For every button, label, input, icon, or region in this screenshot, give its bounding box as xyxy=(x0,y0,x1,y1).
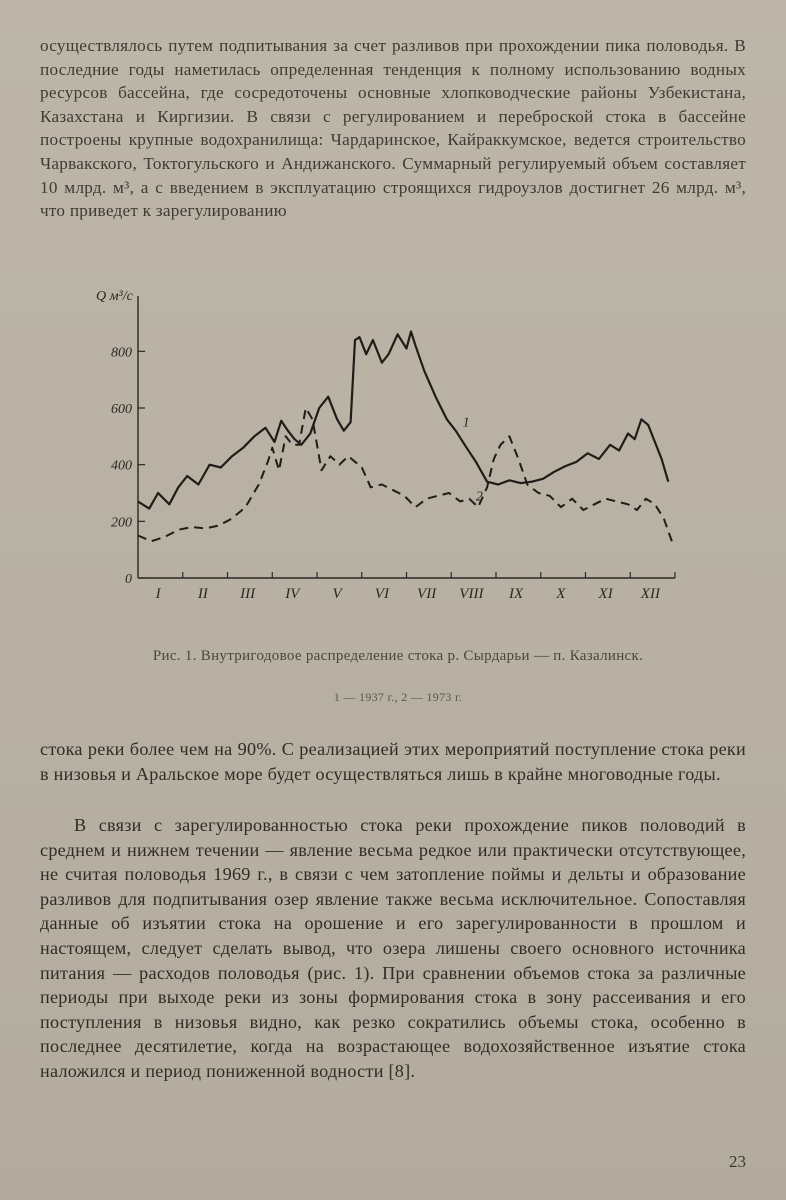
paragraph-bottom-1: стока реки более чем на 90%. С реализацией этих мероприятий поступление стока реки в низовья и Аральское море будет осуществляться лишь в крайне многоводные годы. xyxy=(40,739,746,784)
runoff-chart xyxy=(90,278,690,623)
y-tick-label: 0 xyxy=(125,572,132,587)
figure-caption: Рис. 1. Внутригодовое распределение стока р. Сырдарьи — п. Казалинск. xyxy=(152,648,644,664)
x-tick-label: II xyxy=(197,586,208,602)
y-tick-label: 200 xyxy=(111,515,132,531)
y-axis-label: Q м³/c xyxy=(96,289,133,304)
x-tick-label: V xyxy=(332,586,342,602)
x-tick-label: VII xyxy=(417,586,437,602)
series-line-2 xyxy=(138,408,673,544)
x-tick-label: VIII xyxy=(459,586,484,602)
x-tick-label: III xyxy=(240,586,256,602)
x-tick-label: X xyxy=(556,586,566,602)
x-tick-label: IV xyxy=(285,586,300,602)
x-tick-label: XI xyxy=(598,586,613,602)
series-label-2: 2 xyxy=(475,489,483,505)
y-tick-label: 600 xyxy=(111,402,132,417)
paragraph-top: осуществлялось путем подпитывания за счет разливов при прохождении пика половодья. В последние годы наметилась определенная тенденция к полному использованию водных ресурсов бассейна, где сосредоточены основные хлопководческие районы Узбекистана, Казахстана и Киргизии. В связи с регулированием и переброской стока в бассейне построены крупные водохранилища: Чардаринское, Кайраккумское, ведется строительство Чарвакского, Токтогульского и Андижанского. Суммарный регулируемый объем составляет 10 млрд. м³, а с введением в эксплуатацию строящихся гидроузлов достигнет 26 млрд. м³, что приведет к зарегулированию xyxy=(40,36,746,221)
series-line-1 xyxy=(138,332,668,509)
chart-ticks xyxy=(138,351,675,578)
y-tick-label: 800 xyxy=(111,345,132,361)
x-tick-label: I xyxy=(155,586,161,602)
x-tick-label: VI xyxy=(374,586,389,602)
y-tick-label: 400 xyxy=(111,458,132,474)
page-number: 23 xyxy=(729,1152,746,1171)
chart-labels xyxy=(96,289,661,602)
series-label-1: 1 xyxy=(462,415,470,431)
paragraph-bottom-2: В связи с зарегулированностью стока реки прохождение пиков половодий в среднем и нижнем течении — явление весьма редкое или практически отсутствующее, не считая половодья 1969 г., в связи с чем затопление поймы и дельты и образование разливов для подпитывания озер явление также весьма исключительное. Сопоставляя данные об изъятии стока на орошение и его зарегулированности в прошлом и настоящем, следует сделать вывод, что озера лишены своего основного источника питания — расходов половодья (рис. 1). При сравнении объемов стока за различные периоды при выходе реки из зоны формирования стока в зону рассеивания и его поступления в низовья видно, как резко сократились объемы стока, особенно в последнее десятилетие, когда на возрастающее водохозяйственное изъятие стока наложился и период пониженной водности [8]. xyxy=(40,815,746,1081)
x-tick-label: XII xyxy=(640,586,660,602)
chart-series xyxy=(138,332,673,545)
chart-axes xyxy=(138,296,675,578)
x-tick-label: IX xyxy=(509,586,524,602)
figure-legend: 1 — 1937 г., 2 — 1973 г. xyxy=(333,690,463,704)
